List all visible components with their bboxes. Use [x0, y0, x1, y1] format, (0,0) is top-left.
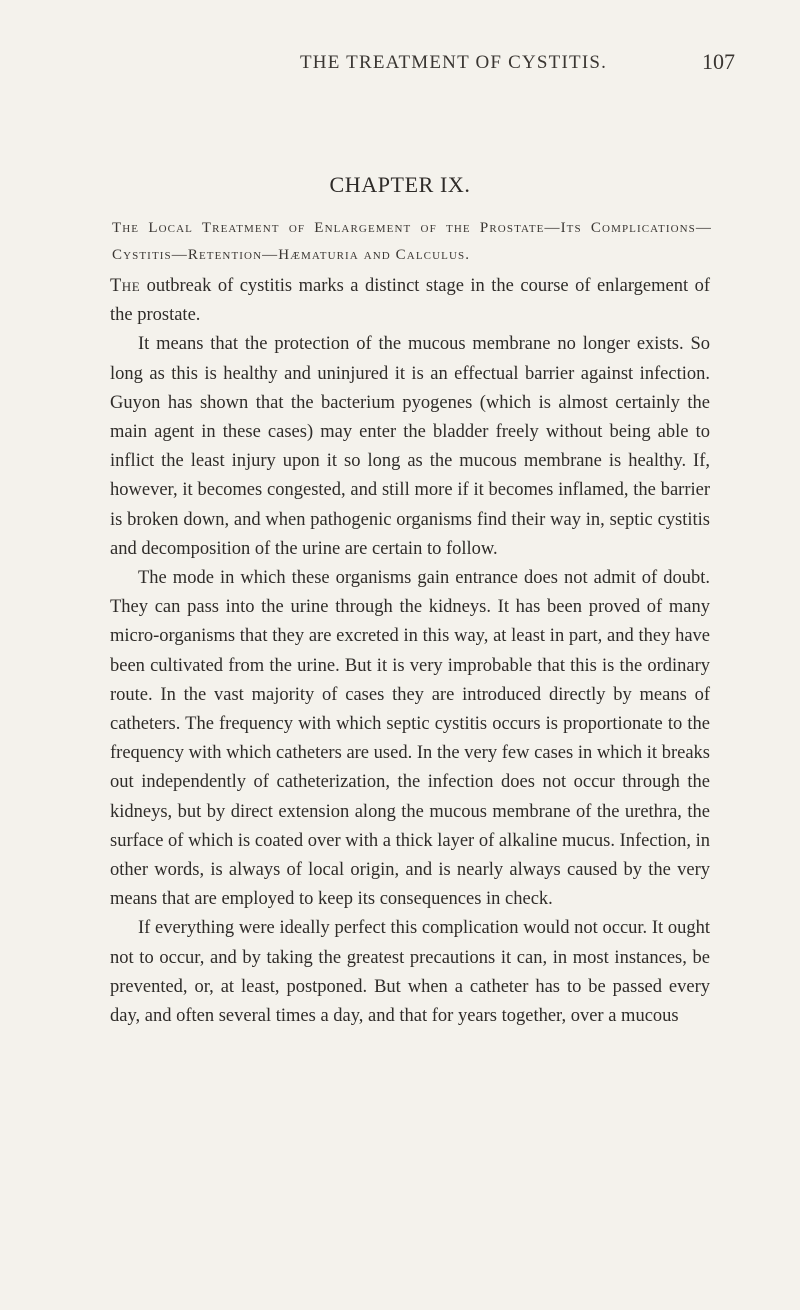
chapter-title: CHAPTER IX. [329, 172, 471, 197]
body-text [110, 272, 710, 1031]
paragraph-2: It means that the protection of the mucous membrane no longer exists. So long as this is healthy and uninjured it is an effectual barrier against infection. Guyon has shown that the bacterium pyogenes (which is almost certainly the main agent in these cases) may enter the bladder freely without being able to inflict the least injury upon it so long as the mucous membrane is healthy. If, however, it becomes congested, and still more if it becomes inflamed, the barrier is broken down, and when pathogenic organisms find their way in, septic cystitis and decomposition of the urine are certain to follow. [110, 334, 710, 559]
page-number: 107 [702, 49, 735, 74]
running-head: THE TREATMENT OF CYSTITIS. [300, 52, 608, 73]
paragraph-3: The mode in which these organisms gain entrance does not admit of doubt. They can pass into the urine through the kidneys. It has been proved of many micro-organisms that they are excreted in this way, at least in part, and they have been cultivated from the urine. But it is very improbable that this is the ordinary route. In the vast majority of cases they are introduced directly by means of catheters. The frequency with which septic cystitis occurs is proportionate to the frequency with which catheters are used. In the very few cases in which it breaks out independently of catheterization, the infection does not occur through the kidneys, but by direct extension along the mucous membrane of the urethra, the surface of which is coated over with a thick layer of alkaline mucus. Infection, in other words, is always of local origin, and is nearly always caused by the very means that are employed to keep its consequences in check. [110, 568, 711, 910]
chapter-summary: The Local Treatment of Enlargement of the Prostate—Its Complications—Cystitis—Retention—Hæmaturia and Calculus. [112, 220, 712, 263]
paragraph-lead-word: The [110, 276, 141, 296]
paragraph-1-text: outbreak of cystitis marks a distinct stage in the course of enlargement of the prostate. [110, 276, 710, 326]
paragraph-4: If everything were ideally perfect this complication would not occur. It ought not to occur, and by taking the greatest precautions it can, in most instances, be prevented, or, at least, postponed. But when a catheter has to be passed every day, and often several times a day, and that for years together, over a mucous [110, 918, 710, 1027]
paragraph-1 [110, 272, 710, 330]
